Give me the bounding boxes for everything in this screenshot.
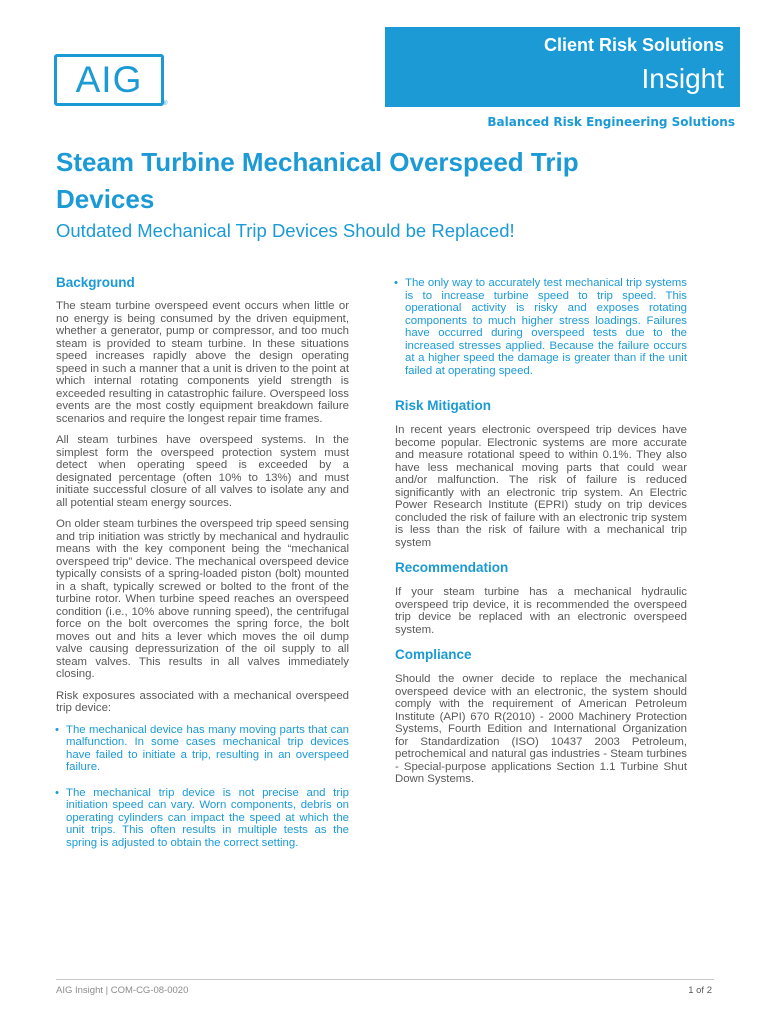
left-column <box>56 275 349 862</box>
compliance-heading: Compliance <box>395 647 472 662</box>
footer-document-id: AIG Insight | COM-CG-08-0020 <box>56 985 189 996</box>
document-subtitle: Outdated Mechanical Trip Devices Should be Replaced! <box>56 220 515 241</box>
registered-mark: ® <box>163 101 168 107</box>
header-banner <box>385 27 740 107</box>
banner-subtitle: Insight <box>641 63 724 94</box>
list-item: • The mechanical device has many moving parts that can malfunction. In some cases mechanical trip devices have failed to initiate a trip, resulting in an overspeed failure. <box>56 724 349 774</box>
risk-mitigation-text: In recent years electronic overspeed trip devices have become popular. Electronic systems are more accurate and measure rotational speed to within 0.1%. They also have less mechanical moving parts that could wear and/or malfunction. The risk of failure is reduced significantly with an electronic trip system. An Electric Power Research Institute (EPRI) study on trip devices concluded the risk of failure with an electronic trip system is less than the risk of failure with a mechanical trip system <box>395 424 687 549</box>
list-item: • The mechanical trip device is not precise and trip initiation speed can vary. Worn components, debris on operating cylinders can impact the speed at which the unit trips. This often results in multiple tests as the spring is adjusted to obtain the correct setting. <box>56 787 349 850</box>
page-number: 1 of 2 <box>688 985 712 996</box>
risk-exposure-list <box>56 724 349 850</box>
recommendation-heading: Recommendation <box>395 560 509 575</box>
background-paragraph: Risk exposures associated with a mechanical overspeed trip device: <box>56 689 349 714</box>
recommendation-text: If your steam turbine has a mechanical hydraulic overspeed trip device, it is recommended the overspeed trip device be replaced with an electronic overspeed system. <box>395 586 687 636</box>
footer-divider <box>56 979 714 980</box>
background-paragraph: The steam turbine overspeed event occurs when little or no energy is being consumed by the driven equipment, whether a generator, pump or compressor, and too much steam is provided to steam turbine. In these situations speed increases rapidly above the design operating speed in such a manner that a unit is driven to the point at which internal rotating components yield strength is exceeded resulting in catastrophic failure. Overspeed loss events are the most costly equipment breakdown failure scenarios and require the longest repair time frames. <box>56 300 349 425</box>
background-heading: Background <box>56 275 135 290</box>
risk-exposure-list-continued <box>395 277 687 377</box>
banner-title: Client Risk Solutions <box>543 35 724 55</box>
background-paragraph: On older steam turbines the overspeed trip speed sensing and trip initiation was strictly by mechanical and hydraulic means with the key component being the “mechanical overspeed trip” device. The mechanical overspeed device typically consists of a spring-loaded piston (bolt) mounted in a shaft, typically screwed or bolted to the front of the turbine rotor. When turbine speed reaches an overspeed condition (i.e., 10% above running speed), the centrifugal force on the bolt overcomes the spring force, the bolt moves out and hits a lever which moves the oil dump valve causing depressurization of the oil supply to all steam valves. This results in all valves immediately closing. <box>56 518 349 680</box>
list-item: • The only way to accurately test mechanical trip systems is to increase turbine speed to trip speed. This operational activity is risky and exposes rotating components to much higher stress loadings. Failures have occurred during overspeed tests due to the increased stresses applied. Because the failure occurs at a higher speed the damage is greater than if the unit failed at operating speed. <box>395 277 687 377</box>
document-title: Steam Turbine Mechanical Overspeed Trip Devices <box>56 147 579 214</box>
compliance-text: Should the owner decide to replace the mechanical overspeed device with an electronic, the system should comply with the requirement of American Petroleum Institute (API) 670 R(2010) - 2000 Machinery Protection Systems, Fourth Edition and International Organization for Standardization (ISO) 10437 2003 Petroleum, petrochemical and natural gas industries - Steam turbines - Special-purpose applications Section 1.1 Turbine Shut Down Systems. <box>395 673 687 785</box>
aig-logo: AIG <box>54 54 164 106</box>
background-paragraph: All steam turbines have overspeed systems. In the simplest form the overspeed protection system must detect when operating speed is exceeded by a designated percentage (often 10% to 13%) and must initiate successful closure of all valves to isolate any and all potential steam energy sources. <box>56 434 349 509</box>
tagline: Balanced Risk Engineering Solutions <box>487 115 735 129</box>
right-column <box>395 277 687 797</box>
risk-mitigation-heading: Risk Mitigation <box>395 398 492 413</box>
